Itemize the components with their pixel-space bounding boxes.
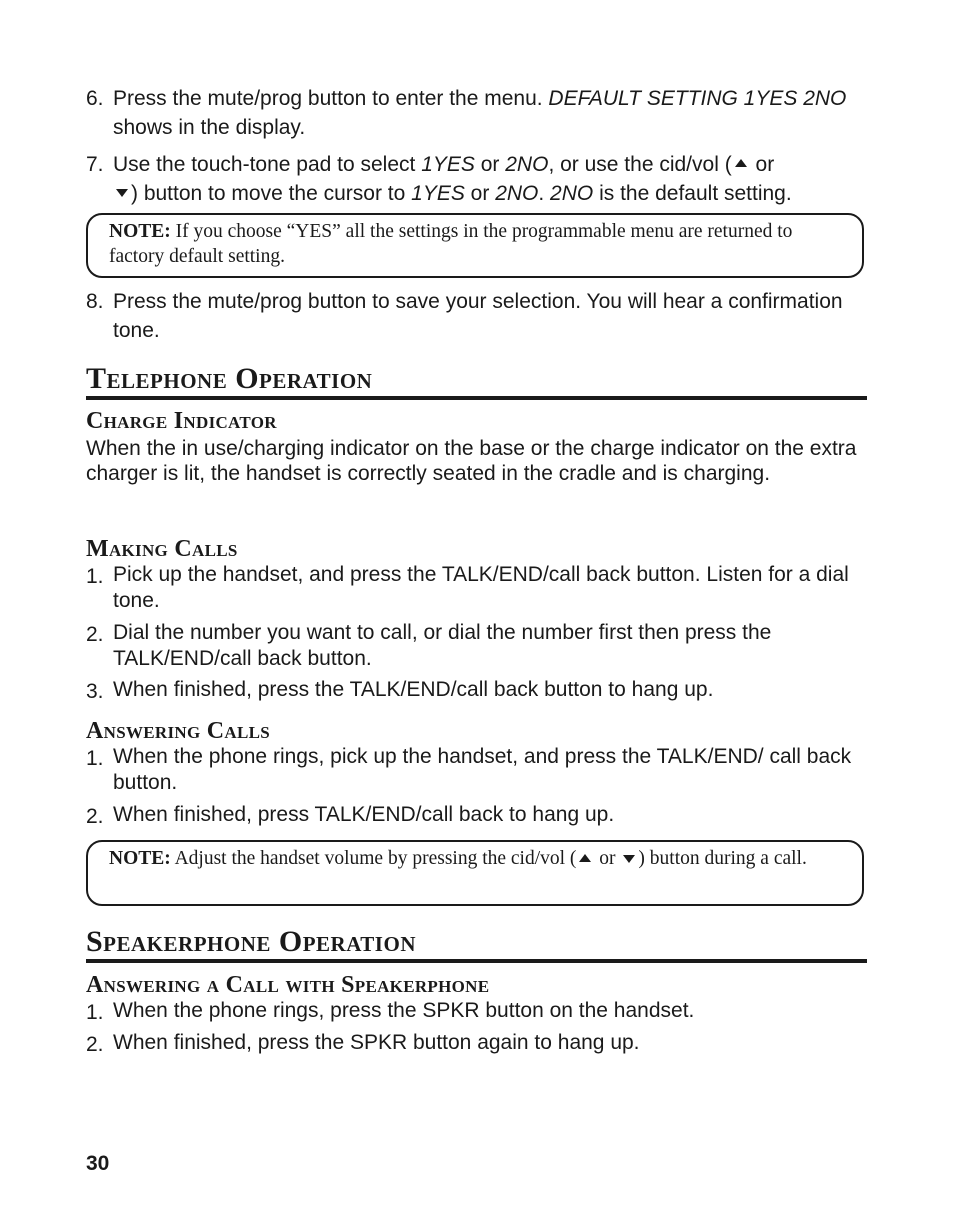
display-text: DEFAULT SETTING 1YES 2NO — [548, 87, 847, 110]
step-number: 1. — [86, 1001, 104, 1024]
subsection-heading: Making Calls — [86, 536, 238, 562]
note-box — [86, 213, 864, 278]
step-number: 2. — [86, 1033, 104, 1056]
subsection-heading: Charge Indicator — [86, 408, 277, 434]
step-number: 8. — [86, 290, 104, 313]
subsection-heading: Answering Calls — [86, 718, 271, 744]
step-text: is the default setting. — [593, 182, 792, 205]
step-number: 6. — [86, 87, 104, 110]
note-label: NOTE: — [109, 848, 171, 869]
option-text: 2NO — [495, 182, 539, 205]
step-text: or — [749, 153, 775, 176]
step-text: Dial the number you want to call, or dial the number first then press the TALK/END/call back button. — [113, 621, 772, 670]
note-box — [86, 840, 864, 906]
step-text: Use the touch-tone pad to select — [113, 153, 422, 176]
step-text: Press the mute/prog button to enter the menu. — [113, 87, 549, 110]
list-item — [86, 744, 868, 796]
down-arrow-icon — [116, 189, 128, 197]
step-number: 2. — [86, 805, 104, 828]
step-text: , or use the cid/vol ( — [548, 153, 732, 176]
up-arrow-icon — [735, 159, 747, 167]
option-text: 1YES — [411, 182, 465, 205]
step-text: Pick up the handset, and press the TALK/END/call back button. Listen for a dial tone. — [113, 563, 849, 612]
step-text: shows in the display. — [113, 116, 306, 139]
list-item — [86, 562, 868, 614]
list-item — [86, 677, 868, 703]
note-label: NOTE: — [109, 221, 171, 242]
list-item — [86, 620, 868, 672]
step-text: or — [464, 182, 496, 205]
list-item — [86, 998, 868, 1024]
step-text: When finished, press the TALK/END/call back button to hang up. — [113, 678, 714, 701]
option-text: 2NO — [505, 153, 549, 176]
step-number: 7. — [86, 153, 104, 176]
down-arrow-icon — [623, 855, 635, 863]
note-text: If you choose “YES” all the settings in the programmable menu are returned to factory default setting. — [109, 221, 793, 267]
note-text: or — [594, 848, 621, 869]
note-text: Adjust the handset volume by pressing the cid/vol ( — [170, 848, 577, 869]
subsection-heading: Answering a Call with Speakerphone — [86, 972, 490, 998]
option-text: 1YES — [421, 153, 475, 176]
list-item — [86, 802, 868, 828]
step-text: When finished, press TALK/END/call back to hang up. — [113, 803, 615, 826]
section-heading: Telephone Operation — [86, 364, 867, 400]
step-number: 1. — [86, 565, 104, 588]
step-number: 1. — [86, 747, 104, 770]
list-item — [86, 1030, 868, 1056]
option-text: 2NO — [550, 182, 594, 205]
step-text: When finished, press the SPKR button again to hang up. — [113, 1031, 640, 1054]
section-heading: Speakerphone Operation — [86, 927, 867, 963]
step-number: 2. — [86, 623, 104, 646]
step-text: When the phone rings, pick up the handset, and press the TALK/END/ call back button. — [113, 745, 852, 794]
note-text: ) button during a call. — [638, 848, 807, 869]
paragraph: When the in use/charging indicator on the base or the charge indicator on the extra charger is lit, the handset is correctly seated in the cradle and is charging. — [86, 437, 857, 485]
page-number: 30 — [86, 1152, 110, 1175]
up-arrow-icon — [579, 854, 591, 862]
step-text: Press the mute/prog button to save your selection. You will hear a confirmation tone. — [113, 290, 843, 342]
step-text: . — [538, 182, 551, 205]
step-8 — [86, 287, 868, 345]
step-6 — [86, 84, 868, 142]
step-text: When the phone rings, press the SPKR button on the handset. — [113, 999, 695, 1022]
step-text: ) button to move the cursor to — [131, 182, 412, 205]
step-7 — [86, 150, 868, 208]
step-number: 3. — [86, 680, 104, 703]
step-text: or — [474, 153, 506, 176]
